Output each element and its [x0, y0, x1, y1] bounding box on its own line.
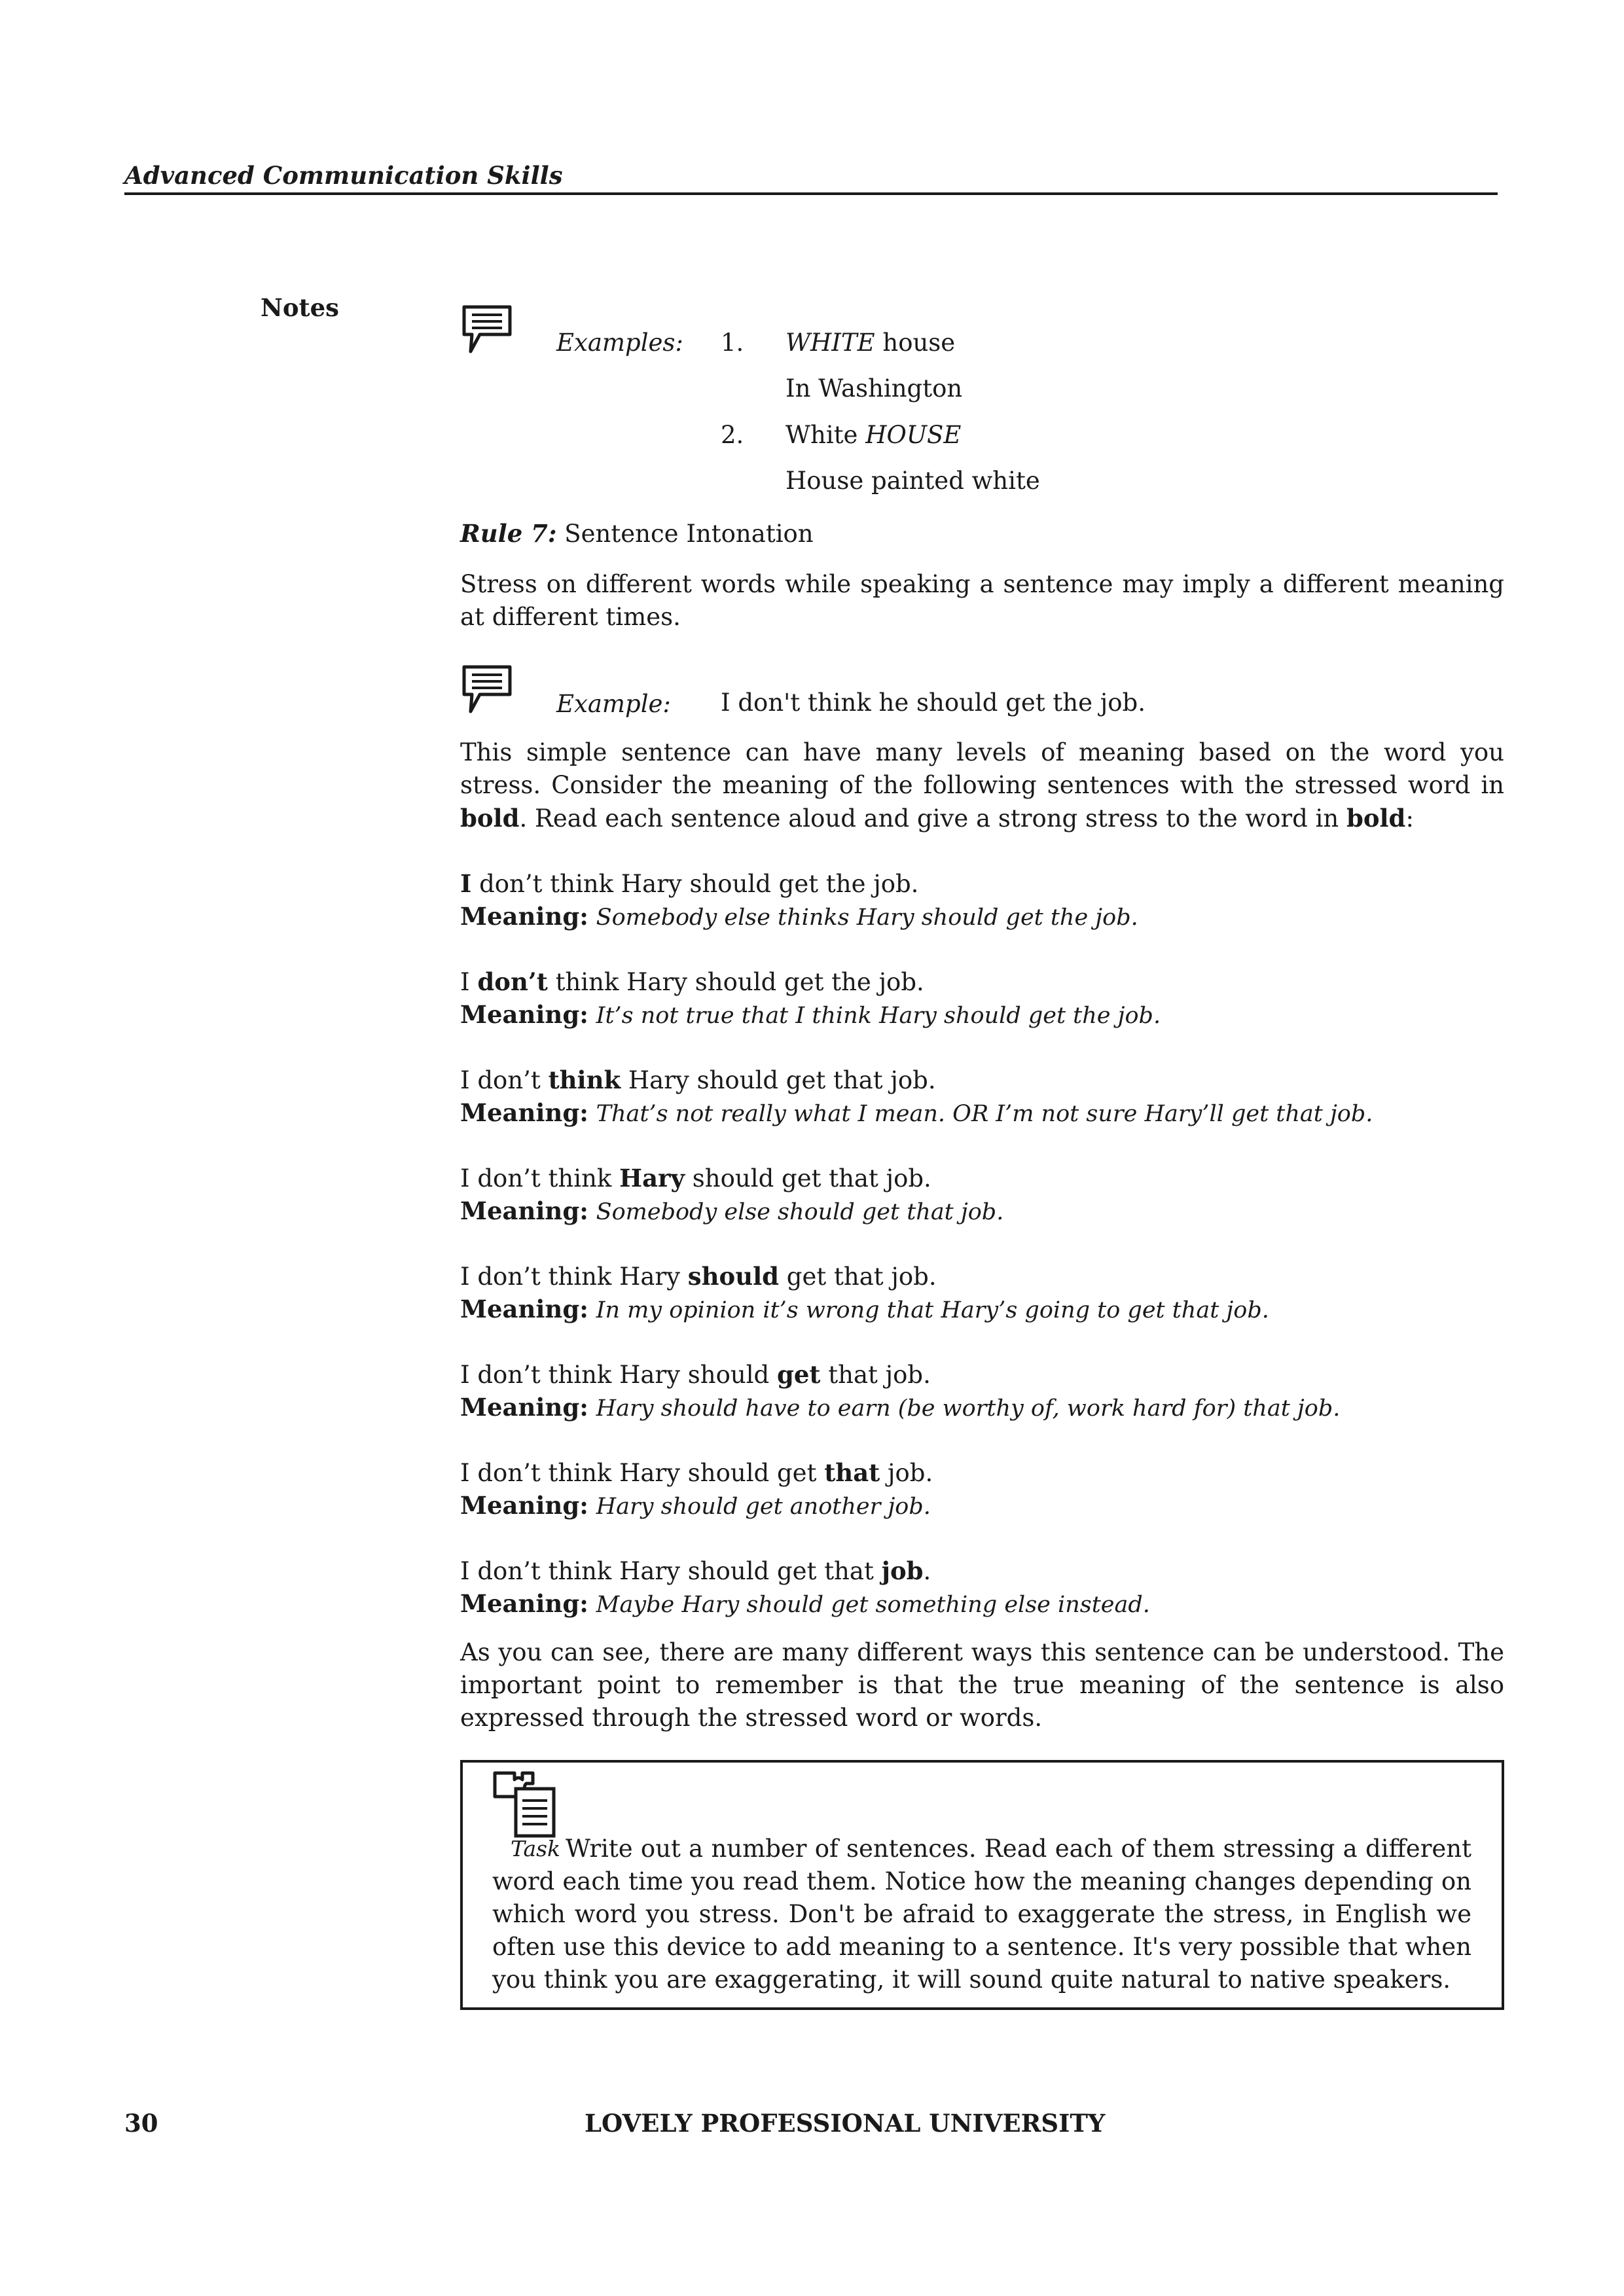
example-label: Example: [556, 690, 671, 718]
stressed-word: don’t [477, 967, 548, 996]
intro-paragraph: This simple sentence can have many levels of meaning based on the word you stress. Consider the meaning of the following sentences with the stressed word in bold. Read each sentence aloud and give a strong stress to the word in bold: [460, 738, 1504, 833]
sentence-meaning [460, 1391, 1340, 1425]
stressed-word: get [776, 1360, 821, 1389]
example-item-2-meaning: House painted white [785, 467, 1040, 495]
meaning-label: Meaning: [460, 1098, 588, 1127]
rule-paragraph: Stress on different words while speaking a sentence may imply a different meaning at different times. [460, 570, 1504, 631]
meaning-text: That’s not really what I mean. OR I’m not sure Hary’ll get that job. [596, 1101, 1373, 1127]
stressed-sentence: I don’t think Hary should get the job. [460, 869, 919, 898]
meaning-text: Hary should have to earn (be worthy of, work hard for) that job. [596, 1395, 1341, 1422]
meaning-text: In my opinion it’s wrong that Hary’s going to get that job. [596, 1297, 1269, 1323]
example-number: 2. [721, 421, 744, 449]
running-title: Advanced Communication Skills [124, 161, 563, 190]
stressed-sentence: I don’t think Hary should get that job. [460, 1556, 931, 1585]
stressed-sentence: I don’t think Hary should get the job. [460, 967, 924, 996]
stressed-sentence: I don’t think Hary should get that job. [460, 1262, 937, 1291]
meaning-label: Meaning: [460, 1295, 588, 1323]
sentence-meaning [460, 1096, 1373, 1130]
stressed-word: that [824, 1458, 880, 1487]
meaning-label: Meaning: [460, 1393, 588, 1422]
example-item-1: WHITE house [785, 329, 956, 357]
task-puzzle-icon [492, 1770, 560, 1839]
sentence-meaning [460, 998, 1161, 1032]
meaning-label: Meaning: [460, 902, 588, 931]
rule-heading: Rule 7: Sentence Intonation [460, 519, 814, 548]
page-number: 30 [124, 2109, 158, 2138]
meaning-label: Meaning: [460, 1196, 588, 1225]
stressed-sentence: I don’t think Hary should get that job. [460, 1164, 931, 1193]
stressed-word: I [460, 869, 472, 898]
meaning-text: Maybe Hary should get something else instead. [596, 1592, 1150, 1618]
sentence-meaning [460, 1489, 931, 1523]
meaning-label: Meaning: [460, 1000, 588, 1029]
task-text: Write out a number of sentences. Read each of them stressing a different word each time you read them. Notice how the meaning changes depending on which word you stress. Don't be afraid to exaggerate the stress, in English we often use this device to add meaning to a sentence. It's very possible that when you think you are exaggerating, it will sound quite natural to native speakers. [492, 1835, 1471, 1994]
sentence-meaning [460, 1587, 1150, 1621]
sentence-meaning [460, 1293, 1269, 1327]
meaning-text: It’s not true that I think Hary should get the job. [596, 1003, 1161, 1029]
stressed-sentence: I don’t think Hary should get that job. [460, 1458, 933, 1487]
sentence-meaning [460, 900, 1138, 934]
meaning-text: Somebody else should get that job. [596, 1199, 1004, 1225]
sentence-meaning [460, 1194, 1003, 1229]
example-number: 1. [721, 329, 744, 357]
footer-university: LOVELY PROFESSIONAL UNIVERSITY [585, 2109, 1106, 2138]
examples-label: Examples: [556, 329, 683, 357]
stressed-word: Hary [619, 1164, 685, 1193]
stressed-word: think [548, 1066, 621, 1094]
example-item-2: White HOUSE [785, 421, 962, 449]
example-item-1-meaning: In Washington [785, 374, 963, 403]
notes-label: Notes [261, 293, 339, 322]
example-sentence: I don't think he should get the job. [721, 689, 1146, 717]
header-rule [124, 192, 1498, 195]
stressed-word: should [687, 1262, 780, 1291]
meaning-text: Somebody else thinks Hary should get the job. [596, 905, 1138, 931]
example-speech-icon [460, 303, 514, 357]
meaning-label: Meaning: [460, 1491, 588, 1520]
closing-paragraph: As you can see, there are many different ways this sentence can be understood. The important point to remember is that the true meaning of the sentence is also expressed through the stressed word or words. [460, 1638, 1504, 1732]
meaning-label: Meaning: [460, 1589, 588, 1618]
stressed-sentence: I don’t think Hary should get that job. [460, 1066, 936, 1094]
example-speech-icon [460, 663, 514, 717]
stressed-sentence: I don’t think Hary should get that job. [460, 1360, 931, 1389]
task-label: Task [511, 1836, 561, 1861]
stressed-word: job [881, 1556, 924, 1585]
meaning-text: Hary should get another job. [596, 1494, 931, 1520]
